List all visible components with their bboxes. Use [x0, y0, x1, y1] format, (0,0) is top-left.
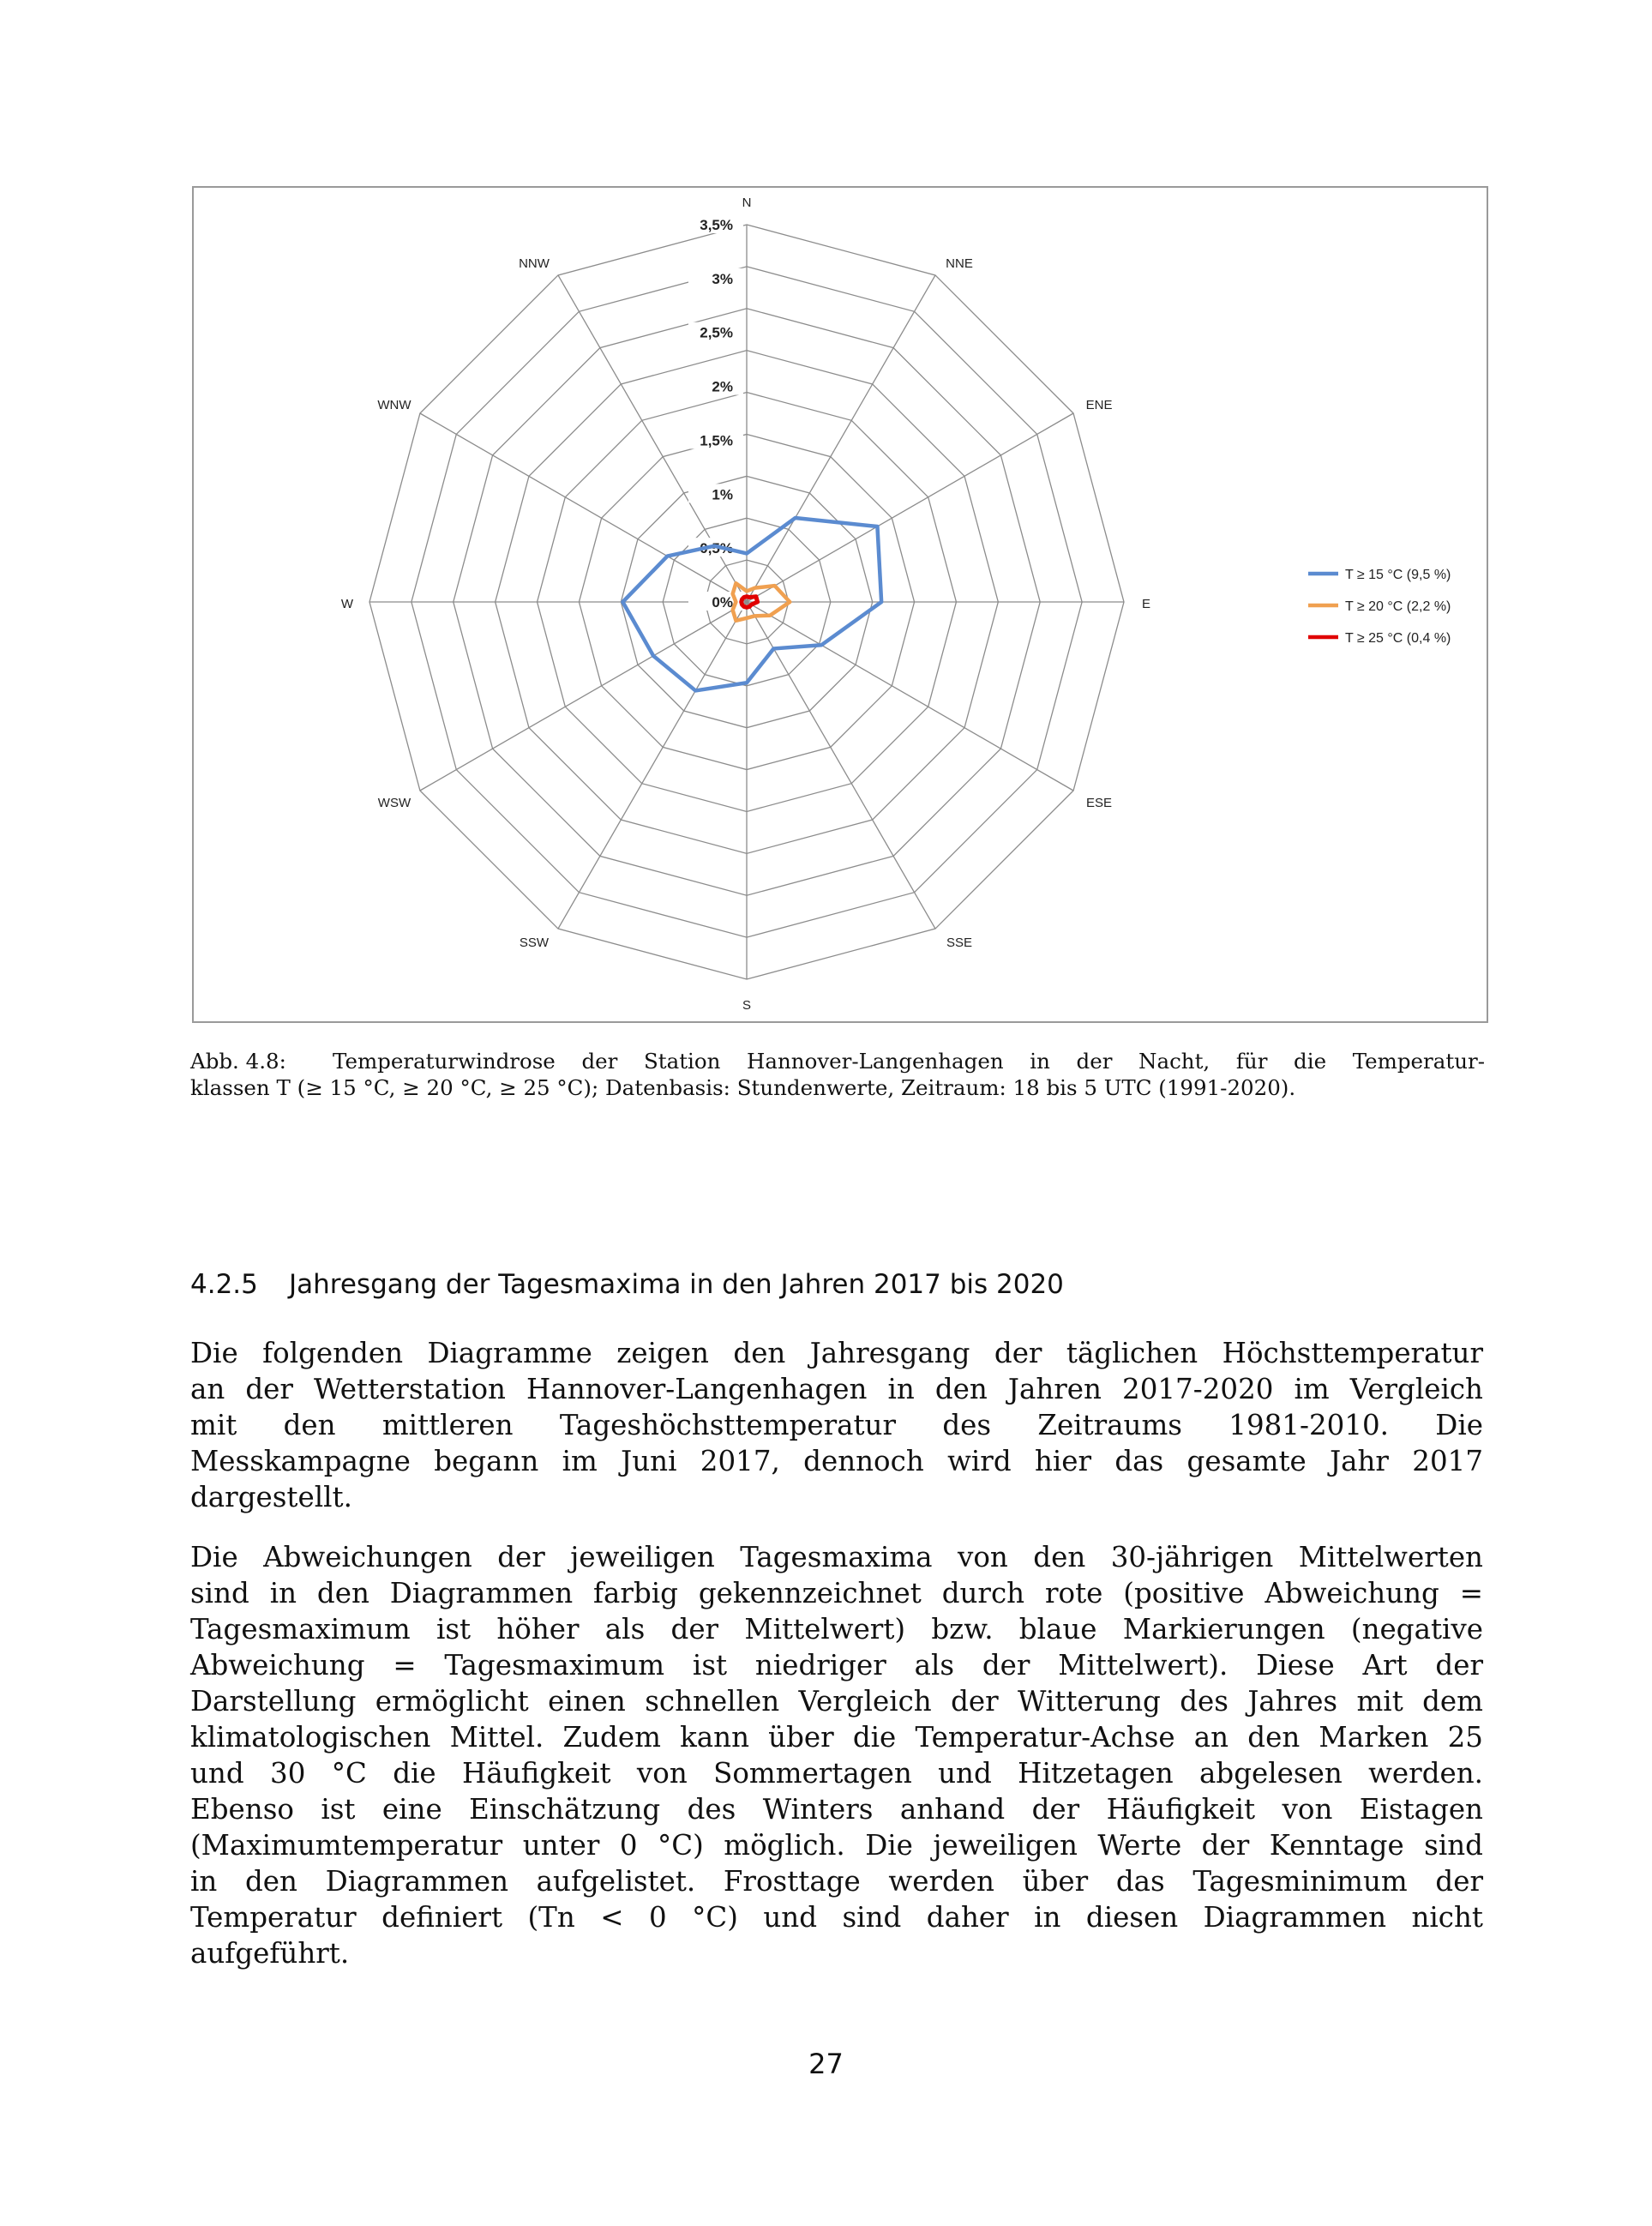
- grid-spoke: [420, 602, 747, 791]
- radial-tick-label: 2,5%: [700, 324, 733, 341]
- paragraph-line: Tagesmaximum ist höher als der Mittelwert) bzw. blaue Markierungen (negative: [190, 1613, 1483, 1645]
- radial-tick-label: 3,5%: [700, 217, 733, 233]
- legend-label-2: T ≥ 20 °C (2,2 %): [1345, 599, 1451, 614]
- direction-label-w: W: [340, 597, 354, 611]
- paragraph-line: Abweichung = Tagesmaximum ist niedriger als der Mittelwert). Diese Art der: [190, 1649, 1483, 1682]
- caption-line-2: klassen T (≥ 15 °C, ≥ 20 °C, ≥ 25 °C); Datenbasis: Stundenwerte, Zeitraum: 18 bis 5 UTC (1991-2020).: [190, 1075, 1296, 1100]
- direction-label-ese: ESE: [1086, 796, 1113, 810]
- caption-text-1: Temperaturwindrose der Station Hannover-Langenhagen in der Nacht, für die Temperatur-: [333, 1049, 1485, 1074]
- figure-caption: [190, 1048, 1485, 1101]
- paragraph-line: sind in den Diagrammen farbig gekennzeichnet durch rote (positive Abweichung =: [190, 1577, 1483, 1609]
- direction-label-n: N: [742, 196, 752, 210]
- paragraph-line: Temperatur definiert (Tn < 0 °C) und sind daher in diesen Diagrammen nicht: [190, 1901, 1483, 1934]
- section-heading: [190, 1269, 1064, 1300]
- paragraph-1: [190, 1335, 1483, 1515]
- page-number: 27: [808, 2048, 844, 2080]
- section-number: 4.2.5: [190, 1269, 258, 1300]
- radar-chart-frame: [192, 186, 1488, 1023]
- temperature-wind-rose-chart: [194, 188, 1490, 1025]
- grid-spoke: [747, 602, 935, 929]
- direction-label-ssw: SSW: [519, 936, 550, 951]
- direction-label-e: E: [1141, 597, 1151, 611]
- paragraph-line: (Maximumtemperatur unter 0 °C) möglich. Die jeweiligen Werte der Kenntage sind: [190, 1829, 1483, 1862]
- caption-label: Abb. 4.8:: [190, 1049, 286, 1074]
- radial-tick-label: 1%: [712, 486, 733, 503]
- direction-label-nnw: NNW: [519, 256, 550, 271]
- legend-label-1: T ≥ 15 °C (9,5 %): [1345, 568, 1451, 582]
- grid-spoke: [747, 602, 1073, 791]
- radial-tick-label: 0,5%: [700, 540, 733, 557]
- paragraph-line: mit den mittleren Tageshöchsttemperatur des Zeitraums 1981-2010. Die: [190, 1409, 1483, 1441]
- paragraph-line: Darstellung ermöglicht einen schnellen Vergleich der Witterung des Jahres mit dem: [190, 1685, 1483, 1718]
- paragraph-line: in den Diagrammen aufgelistet. Frosttage werden über das Tagesminimum der: [190, 1865, 1483, 1898]
- legend-label-3: T ≥ 25 °C (0,4 %): [1345, 631, 1451, 646]
- section-title: Jahresgang der Tagesmaxima in den Jahren 2017 bis 2020: [289, 1269, 1064, 1300]
- grid-spoke: [747, 275, 935, 602]
- direction-label-wsw: WSW: [377, 796, 411, 810]
- radial-tick-label: 3%: [712, 270, 733, 287]
- paragraph-line: Ebenso ist eine Einschätzung des Winters anhand der Häufigkeit von Eistagen: [190, 1793, 1483, 1826]
- paragraph-line: Messkampagne begann im Juni 2017, dennoch wird hier das gesamte Jahr 2017: [190, 1445, 1483, 1477]
- direction-label-wnw: WNW: [377, 398, 411, 412]
- paragraph-line: klimatologischen Mittel. Zudem kann über die Temperatur-Achse an den Marken 25: [190, 1721, 1483, 1754]
- caption-line-1: [190, 1048, 1485, 1074]
- radial-tick-label: 2%: [712, 378, 733, 395]
- radial-tick-label: 0%: [712, 594, 733, 611]
- paragraph-2: [190, 1539, 1483, 1971]
- paragraph-line: Die folgenden Diagramme zeigen den Jahresgang der täglichen Höchsttemperatur: [190, 1337, 1483, 1369]
- grid-spoke: [747, 413, 1073, 602]
- direction-label-sse: SSE: [946, 936, 973, 951]
- direction-label-ene: ENE: [1085, 398, 1113, 412]
- paragraph-line: Die Abweichungen der jeweiligen Tagesmaxima von den 30-jährigen Mittelwerten: [190, 1541, 1483, 1573]
- direction-label-s: S: [742, 998, 752, 1013]
- direction-label-nne: NNE: [946, 256, 973, 271]
- paragraph-line: und 30 °C die Häufigkeit von Sommertagen und Hitzetagen abgelesen werden.: [190, 1757, 1483, 1790]
- radial-tick-label: 1,5%: [700, 432, 733, 449]
- paragraph-line: aufgeführt.: [190, 1937, 350, 1970]
- paragraph-line: dargestellt.: [190, 1481, 352, 1513]
- paragraph-line: an der Wetterstation Hannover-Langenhagen in den Jahren 2017-2020 im Vergleich: [190, 1373, 1483, 1405]
